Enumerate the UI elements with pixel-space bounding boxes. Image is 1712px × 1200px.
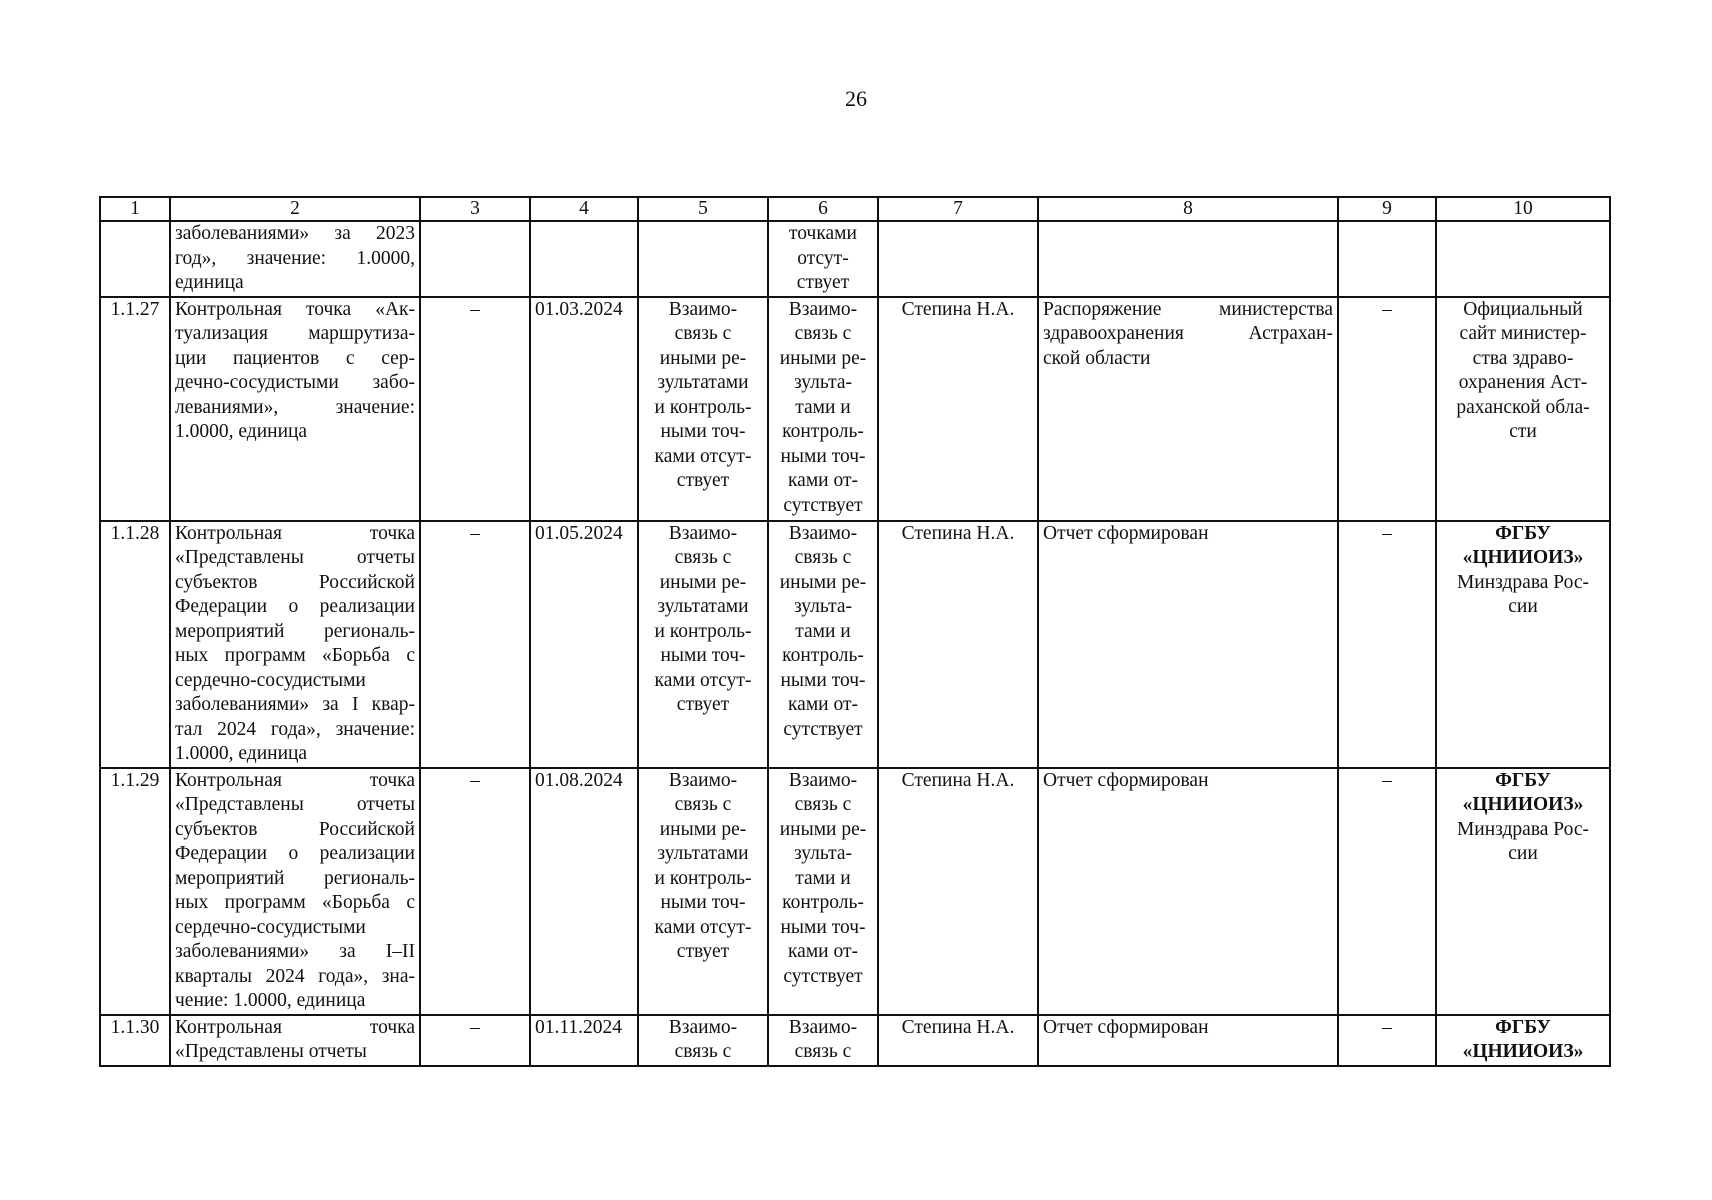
cell-line: мероприятий региональ- [175,620,415,642]
table-row [100,221,1610,297]
cell-line: кварталы 2024 года», зна- [175,965,415,987]
cell-line: Контрольная точка «Ак- [175,298,415,320]
predecessors [638,1015,768,1066]
table-row [100,297,1610,521]
successors [768,297,878,521]
cell-line: тами и [795,396,851,418]
cell-line: ФГБУ [1495,522,1551,544]
cell-line: ской области [1043,347,1151,369]
start-date: – [420,1015,530,1066]
cell-line: контроль- [782,645,864,666]
cell-line: мероприятий региональ- [175,867,415,889]
cell-line: раханской обла- [1456,396,1590,418]
cell-line: точками [789,223,857,244]
responsible-person: Степина Н.А. [878,768,1038,1015]
cell-line: ных программ «Борьба с [175,892,415,913]
responsible-person [878,221,1038,297]
cell-line: Распоряжение министерства [1043,298,1333,320]
source-organization [1436,221,1610,297]
cell-line: ными точ- [660,892,746,913]
cell-line: сутствует [783,965,863,987]
column-number: 1 [100,197,170,221]
end-date: 01.03.2024 [530,297,638,521]
cell-line: ными точ- [780,916,866,938]
cell-line: Минздрава Рос- [1456,571,1590,593]
start-date [420,221,530,297]
cell-line: ствует [676,470,730,491]
column-number: 4 [530,197,638,221]
cell-line: Минздрава Рос- [1456,818,1590,840]
cell-line: ными точ- [780,445,866,467]
predecessors [638,768,768,1015]
cell-line: Взаимо- [788,769,858,791]
cell-line: и контроль- [654,396,752,418]
cell-line: Взаимо- [668,769,738,791]
cell-line: Контрольная точка [175,769,415,791]
cell-line: здравоохранения Астрахан- [1043,323,1333,344]
cell-line: связь с [794,323,852,344]
info-system: – [1338,297,1436,521]
page-number: 26 [845,86,867,111]
cell-line: ными точ- [660,645,746,666]
cell-line: ствует [676,694,730,715]
cell-line: связь с [674,1041,732,1062]
successors [768,221,878,297]
cell-line: Взаимо- [668,1016,738,1038]
result-document [1038,1015,1338,1066]
cell-line: контроль- [782,421,864,442]
cell-line: заболеваниями» за 2023 [175,223,415,244]
cell-line: и контроль- [654,620,752,642]
cell-line: Отчет сформирован [1043,769,1209,791]
cell-line: отсут- [797,247,849,269]
cell-line: ствует [796,272,850,293]
cell-line: иными ре- [659,818,747,840]
item-description [170,1015,420,1066]
source-organization [1436,297,1610,521]
cell-line: иными ре- [779,347,867,369]
cell-line: иными ре- [779,818,867,840]
cell-line: ками отсут- [654,916,752,938]
start-date: – [420,768,530,1015]
info-system: – [1338,768,1436,1015]
cell-line: ками от- [788,470,858,491]
column-number-row [100,197,1610,221]
cell-line: Взаимо- [788,298,858,320]
cell-line: ками отсут- [654,445,752,467]
cell-line: сердечно-сосудистыми [175,669,366,691]
cell-line: «Представлены отчеты [175,1041,367,1062]
cell-line: заболеваниями» за I–II [175,941,415,962]
end-date: 01.08.2024 [530,768,638,1015]
end-date [530,221,638,297]
cell-line: сутствует [783,494,863,516]
result-document [1038,521,1338,768]
cell-line: сердечно-сосудистыми [175,916,366,938]
cell-line: Взаимо- [788,522,858,544]
cell-line: Отчет сформирован [1043,1016,1209,1038]
table-row [100,1015,1610,1066]
cell-line: Взаимо- [788,1016,858,1038]
cell-line: сутствует [783,718,863,740]
cell-line: ции пациентов с сер- [175,347,415,369]
result-document [1038,297,1338,521]
source-organization [1436,1015,1610,1066]
cell-line: связь с [794,794,852,815]
column-number: 3 [420,197,530,221]
cell-line: ФГБУ [1495,769,1551,791]
cell-line: ками от- [788,941,858,962]
cell-line: иными ре- [779,571,867,593]
cell-line: зульта- [794,372,852,393]
successors [768,768,878,1015]
successors [768,1015,878,1066]
cell-line: Контрольная точка [175,522,415,544]
cell-line: сии [1508,843,1538,864]
item-number: 1.1.27 [100,297,170,521]
cell-line: «ЦНИИОИЗ» [1462,547,1584,568]
end-date: 01.11.2024 [530,1015,638,1066]
predecessors [638,221,768,297]
cell-line: Взаимо- [668,522,738,544]
cell-line: «ЦНИИОИЗ» [1462,794,1584,815]
cell-line: тами и [795,620,851,642]
column-number: 7 [878,197,1038,221]
column-number: 10 [1436,197,1610,221]
column-number: 2 [170,197,420,221]
cell-line: зультатами [657,843,749,864]
responsible-person: Степина Н.А. [878,297,1038,521]
info-system [1338,221,1436,297]
start-date: – [420,297,530,521]
cell-line: заболеваниями» за I квар- [175,694,415,715]
plan-table [99,196,1611,1067]
item-number: 1.1.30 [100,1015,170,1066]
cell-line: леваниями», значение: [175,396,415,418]
column-number: 6 [768,197,878,221]
cell-line: Отчет сформирован [1043,522,1209,544]
cell-line: год», значение: 1.0000, [175,247,415,269]
cell-line: 1.0000, единица [175,743,308,764]
cell-line: зульта- [794,596,852,617]
item-description [170,221,420,297]
end-date: 01.05.2024 [530,521,638,768]
cell-line: связь с [794,547,852,568]
cell-line: контроль- [782,892,864,913]
cell-line: сии [1508,596,1538,617]
cell-line: тами и [795,867,851,889]
source-organization [1436,768,1610,1015]
cell-line: связь с [794,1041,852,1062]
predecessors [638,521,768,768]
cell-line: ных программ «Борьба с [175,645,415,666]
cell-line: ства здраво- [1472,347,1574,369]
table-row [100,768,1610,1015]
cell-line: ными точ- [780,669,866,691]
result-document [1038,221,1338,297]
source-organization [1436,521,1610,768]
cell-line: связь с [674,547,732,568]
cell-line: связь с [674,323,732,344]
cell-line: субъектов Российской [175,571,415,593]
cell-line: Федерации о реализации [175,843,415,864]
info-system: – [1338,1015,1436,1066]
cell-line: ствует [676,941,730,962]
cell-line: зультатами [657,372,749,393]
item-description [170,297,420,521]
cell-line: ными точ- [660,421,746,442]
cell-line: Контрольная точка [175,1016,415,1038]
cell-line: ками от- [788,694,858,715]
column-number: 5 [638,197,768,221]
cell-line: субъектов Российской [175,818,415,840]
cell-line: ками отсут- [654,669,752,691]
column-number: 9 [1338,197,1436,221]
cell-line: сайт министер- [1459,323,1587,344]
item-description [170,521,420,768]
cell-line: зульта- [794,843,852,864]
cell-line: «Представлены отчеты [175,547,415,568]
cell-line: «ЦНИИОИЗ» [1462,1041,1584,1062]
cell-line: Взаимо- [668,298,738,320]
cell-line: «Представлены отчеты [175,794,415,815]
successors [768,521,878,768]
responsible-person: Степина Н.А. [878,1015,1038,1066]
cell-line: связь с [674,794,732,815]
cell-line: иными ре- [659,571,747,593]
info-system: – [1338,521,1436,768]
item-number [100,221,170,297]
cell-line: чение: 1.0000, единица [175,990,366,1011]
item-number: 1.1.28 [100,521,170,768]
cell-line: тал 2024 года», значение: [175,718,415,740]
column-number: 8 [1038,197,1338,221]
cell-line: сти [1509,421,1537,442]
cell-line: ФГБУ [1495,1016,1551,1038]
cell-line: единица [175,272,244,293]
predecessors [638,297,768,521]
cell-line: туализация маршрутиза- [175,323,415,344]
cell-line: Федерации о реализации [175,596,415,617]
table-row [100,521,1610,768]
start-date: – [420,521,530,768]
cell-line: дечно-сосудистыми забо- [175,372,415,393]
responsible-person: Степина Н.А. [878,521,1038,768]
cell-line: и контроль- [654,867,752,889]
result-document [1038,768,1338,1015]
item-description [170,768,420,1015]
cell-line: 1.0000, единица [175,421,308,442]
cell-line: охранения Аст- [1458,372,1588,393]
item-number: 1.1.29 [100,768,170,1015]
cell-line: Официальный [1463,298,1583,320]
cell-line: зультатами [657,596,749,617]
cell-line: иными ре- [659,347,747,369]
